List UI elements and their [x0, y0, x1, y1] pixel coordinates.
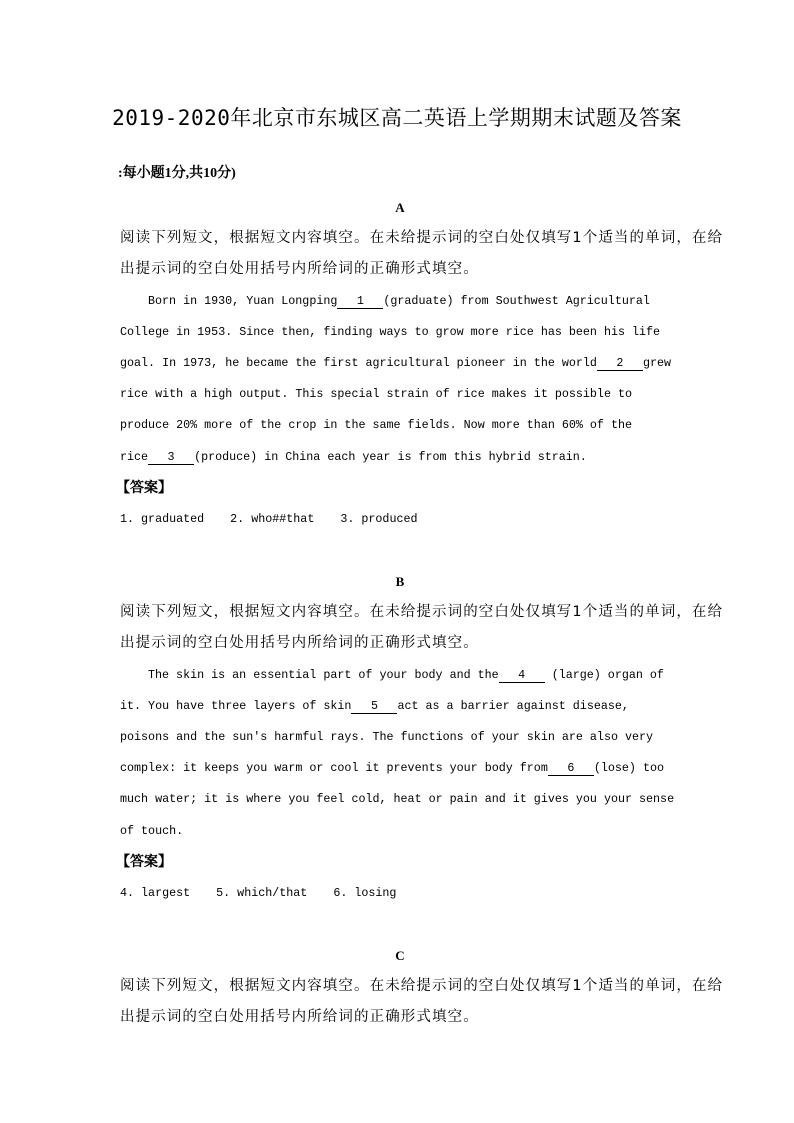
blank-1: 1 [337, 295, 383, 309]
passage-text: much water; it is where you feel cold, heat or pain and it gives you your sense [120, 792, 675, 807]
instruction-line: 阅读下列短文，根据短文内容填空。在未给提示词的空白处仅填写1个适当的单词，在给 [120, 604, 724, 621]
passage-text: rice [120, 449, 149, 464]
instruction-line: 出提示词的空白处用括号内所给词的正确形式填空。 [120, 1009, 479, 1026]
answer-label: 【答案】 [116, 853, 172, 870]
passage-text: poisons and the sun's harmful rays. The functions of your skin are also very [120, 729, 654, 744]
passage-line [120, 816, 680, 847]
instruction-line: 出提示词的空白处用括号内所给词的正确形式填空。 [120, 261, 479, 278]
blank-3: 3 [148, 451, 194, 465]
blank-2: 2 [597, 357, 643, 371]
scoring-note: :每小题1分,共10分) [118, 166, 236, 181]
blank-6: 6 [548, 762, 594, 776]
passage-text: The skin is an essential part of your body and the [148, 667, 499, 682]
passage-text: it. You have three layers of skin [120, 698, 352, 713]
instruction-line: 出提示词的空白处用括号内所给词的正确形式填空。 [120, 635, 479, 652]
passage-text: Born in 1930, Yuan Longping [148, 293, 338, 308]
section-heading: B [395, 574, 405, 589]
passage-line [120, 379, 680, 410]
passage-text: of touch. [120, 823, 184, 838]
answer-label: 【答案】 [116, 479, 172, 496]
document-title: 2019-2020年北京市东城区高二英语上学期期末试题及答案 [112, 106, 682, 130]
passage-line [120, 660, 680, 691]
passage-text: (graduate) from Southwest Agricultural [383, 293, 650, 308]
passage-text: rice with a high output. This special strain of rice makes it possible to [120, 387, 632, 402]
answer-item: 4. largest [120, 885, 191, 900]
answer-list [120, 878, 680, 909]
instruction-line: 阅读下列短文，根据短文内容填空。在未给提示词的空白处仅填写1个适当的单词，在给 [120, 230, 724, 247]
passage-text: (large) organ of [544, 667, 664, 682]
passage-line [120, 753, 680, 784]
section-heading: A [395, 200, 405, 215]
instruction-line: 阅读下列短文，根据短文内容填空。在未给提示词的空白处仅填写1个适当的单词，在给 [120, 978, 724, 995]
passage-text: (lose) too [593, 761, 664, 776]
passage-line [120, 286, 680, 317]
passage-text: complex: it keeps you warm or cool it prevents your body from [120, 761, 548, 776]
answer-list [120, 504, 680, 535]
answer-item: 5. which/that [216, 885, 308, 900]
section-a [116, 192, 724, 535]
passage-text: produce 20% more of the crop in the same fields. Now more than 60% of the [120, 418, 632, 433]
passage-text: act as a barrier against disease, [397, 698, 629, 713]
passage-line [120, 348, 680, 379]
answer-item: 3. produced [340, 511, 418, 526]
passage-text: College in 1953. Since then, finding ways to grow more rice has been his life [120, 324, 661, 339]
blank-5: 5 [351, 700, 397, 714]
passage-text: goal. In 1973, he became the first agricultural pioneer in the world [120, 355, 597, 370]
section-c [120, 940, 724, 1034]
passage-line [120, 317, 680, 348]
answer-item: 1. graduated [120, 511, 205, 526]
passage-line [120, 410, 680, 441]
answer-item: 6. losing [333, 885, 397, 900]
passage-text: grew [642, 355, 671, 370]
passage-line [120, 442, 680, 473]
passage-line [120, 722, 680, 753]
section-b [116, 566, 724, 909]
passage-line [120, 784, 680, 815]
section-heading: C [395, 948, 405, 963]
answer-item: 2. who##that [230, 511, 315, 526]
passage-line [120, 691, 680, 722]
blank-4: 4 [499, 669, 545, 683]
passage-text: (produce) in China each year is from this hybrid strain. [194, 449, 587, 464]
